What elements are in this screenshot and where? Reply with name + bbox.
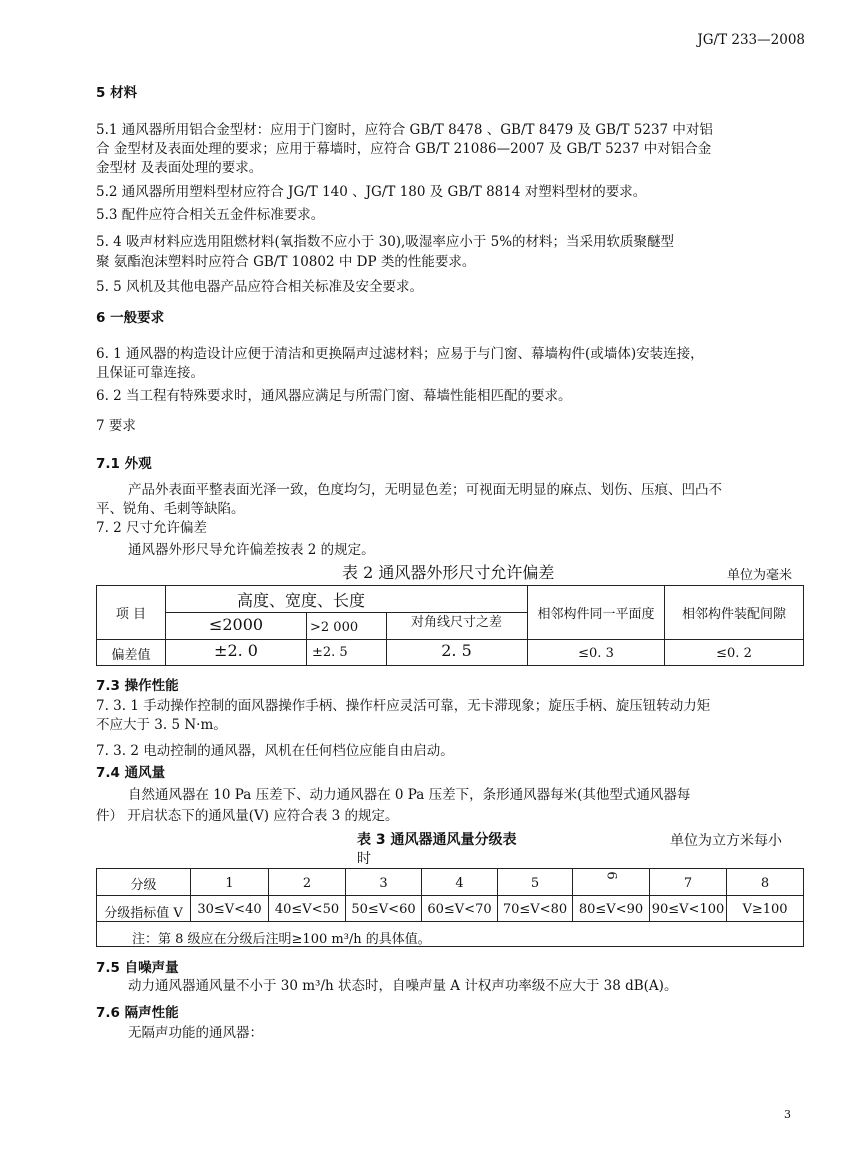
table-2-diagonal-header: 对角线尺寸之差 <box>410 615 502 630</box>
table-3-range: V≥100 <box>742 902 788 917</box>
table-3-range: 80≤V<90 <box>578 902 644 917</box>
clause-5-1-line-2: 合 金型材及表面处理的要求；应用于幕墙时，应符合 GB/T 21086—2007 及 GB/T 5237 中对铝合金 <box>96 141 712 157</box>
table-3-grade: 5 <box>530 876 540 891</box>
table-3-grade: 4 <box>455 876 464 891</box>
clause-7-6-line-1: 无隔声功能的通风器： <box>128 1025 263 1041</box>
section-7-3-title: 7.3 操作性能 <box>96 678 179 694</box>
clause-7-4-line-1: 自然通风器在 10 Pa 压差下、动力通风器在 0 Pa 压差下，条形通风器每米(其他型式通风器每 <box>128 787 691 803</box>
table-2-le2000-header: ≤2000 <box>208 615 264 634</box>
clause-7-1-line-2: 平、锐角、毛刺等缺陷。 <box>96 501 245 517</box>
table-2-item-header: 项 目 <box>115 607 147 622</box>
clause-7-1-line-1: 产品外表面平整表面光泽一致，色度均匀，无明显色差；可视面无明显的麻点、划伤、压痕、凹凸不 <box>128 482 722 498</box>
clause-5-1-line-1: 5.1 通风器所用铝合金型材：应用于门窗时，应符合 GB/T 8478 、GB/T 8479 及 GB/T 5237 中对铝 <box>96 122 713 138</box>
table-3-range: 50≤V<60 <box>351 902 416 917</box>
table-3-caption: 表 3 通风器通风量分级表 <box>357 832 517 848</box>
section-5-title: 5 材料 <box>96 85 138 101</box>
clause-6-1-line-1: 6. 1 通风器的构造设计应便于清洁和更换隔声过滤材料；应易于与门窗、幕墙构件(或墙体)安装连接， <box>96 346 704 362</box>
clause-7-3-2: 7. 3. 2 电动控制的通风器，风机在任何档位应能自由启动。 <box>96 743 454 759</box>
table-3-range: 70≤V<80 <box>502 902 568 917</box>
table-3-note: 注：第 8 级应在分级后注明≥100 m³/h 的具体值。 <box>132 932 431 947</box>
clause-7-4-line-2: 件） 开启状态下的通风量(V) 应符合表 3 的规定。 <box>96 808 399 824</box>
section-6-title: 6 一般要求 <box>96 310 165 326</box>
table-3-range: 90≤V<100 <box>651 902 725 917</box>
clause-5-5: 5. 5 风机及其他电器产品应符合相关标准及安全要求。 <box>96 279 424 295</box>
table-2-gt2000-header: >2 000 <box>310 620 359 635</box>
clause-7-5-line-1: 动力通风器通风量不小于 30 m³/h 状态时，自噪声量 A 计权声功率级不应大于 38 dB(A)。 <box>128 978 678 994</box>
table-3-index-label: 分级指标值 V <box>104 906 183 921</box>
section-7-2-title: 7. 2 尺寸允许偏差 <box>96 520 208 536</box>
section-7-4-title: 7.4 通风量 <box>96 765 166 781</box>
clause-6-1-line-2: 且保证可靠连接。 <box>96 365 204 381</box>
table-2-deviation-gt2000: ±2. 5 <box>312 645 348 660</box>
table-2-hwl-header: 高度、宽度、长度 <box>236 591 365 610</box>
table-2-gap-header: 相邻构件装配间隙 <box>681 607 786 622</box>
table-3-unit-line-1: 单位为立方米每小 <box>670 833 782 849</box>
table-2-deviation-le2000: ±2. 0 <box>214 641 258 660</box>
section-7-6-title: 7.6 隔声性能 <box>96 1005 179 1021</box>
section-7-1-title: 7.1 外观 <box>96 456 152 472</box>
clause-5-1-line-3: 金型材 及表面处理的要求。 <box>96 160 263 176</box>
clause-5-4-line-2: 聚 氨酯泡沫塑料时应符合 GB/T 10802 中 DP 类的性能要求。 <box>96 254 476 270</box>
table-3-range: 30≤V<40 <box>197 902 262 917</box>
clause-5-4-line-1: 5. 4 吸声材料应选用阻燃材料(氧指数不应小于 30),吸湿率应小于 5%的材料；当采用软质聚醚型 <box>96 234 675 250</box>
section-7-title: 7 要求 <box>96 418 136 434</box>
table-3-grade: 7 <box>683 876 693 891</box>
table-2-deviation-diagonal: 2. 5 <box>441 641 472 660</box>
clause-7-2-line-1: 通风器外形尺导允许偏差按表 2 的规定。 <box>128 542 375 558</box>
clause-5-2: 5.2 通风器所用塑料型材应符合 JG/T 140 、JG/T 180 及 GB/T 8814 对塑料型材的要求。 <box>96 184 647 200</box>
table-3-grade: 1 <box>225 876 234 891</box>
table-3-grade-label: 分级 <box>130 878 157 893</box>
table-3-grade: 8 <box>760 876 770 891</box>
table-2-deviation-flatness: ≤0. 3 <box>578 646 614 661</box>
clause-5-3: 5.3 配件应符合相关五金件标准要求。 <box>96 207 325 223</box>
table-3-grade: 2 <box>302 876 312 891</box>
standard-number: JG/T 233—2008 <box>697 32 805 48</box>
table-3-grade: 3 <box>379 876 388 891</box>
table-3-unit-line-2: 时 <box>357 851 371 867</box>
table-2-flatness-header: 相邻构件同一平面度 <box>537 607 655 622</box>
table-3-range: 60≤V<70 <box>427 902 492 917</box>
table-2-deviation-label: 偏差值 <box>111 648 151 663</box>
table-2-deviation-gap: ≤0. 2 <box>716 646 752 661</box>
page-number: 3 <box>784 1108 791 1121</box>
table-2-caption: 表 2 通风器外形尺寸允许偏差 <box>342 563 555 582</box>
clause-6-2: 6. 2 当工程有特殊要求时，通风器应满足与所需门窗、幕墙性能相匹配的要求。 <box>96 388 572 404</box>
section-7-5-title: 7.5 自噪声量 <box>96 960 179 976</box>
clause-7-3-1-line-1: 7. 3. 1 手动操作控制的面风器操作手柄、操作杆应灵活可靠，无卡滞现象；旋压手柄、旋压钮转动力矩 <box>96 698 711 714</box>
table-3-range: 40≤V<50 <box>274 902 340 917</box>
table-2-unit: 单位为毫米 <box>727 568 793 583</box>
table-3-grade: 6 <box>603 871 619 880</box>
clause-7-3-1-line-2: 不应大于 3. 5 N·m。 <box>96 717 227 733</box>
